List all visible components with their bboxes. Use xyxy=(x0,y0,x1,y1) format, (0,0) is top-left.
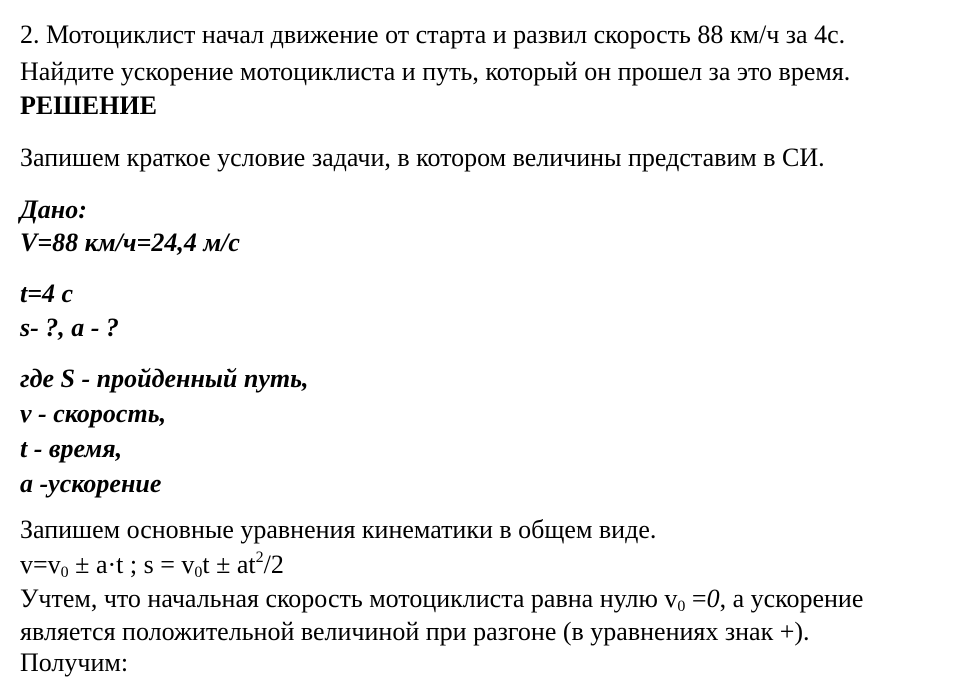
note-zero: 0 xyxy=(706,584,720,613)
result-label: Получим: xyxy=(20,648,129,677)
kinematics-equation xyxy=(20,550,284,580)
legend-s: где S - пройденный путь, xyxy=(20,364,309,393)
given-velocity: V=88 км/ч=24,4 м/с xyxy=(20,228,240,257)
intro-text: Запишем краткое условие задачи, в котором величины представим в СИ. xyxy=(20,143,825,172)
note-line-1 xyxy=(20,584,863,614)
legend-a: a -ускорение xyxy=(20,469,162,498)
equation-superscript: 2 xyxy=(255,549,264,566)
equation-part-2: ± a·t ; s = v xyxy=(68,550,195,579)
problem-line-2: Найдите ускорение мотоциклиста и путь, который он прошел за это время. xyxy=(20,57,851,86)
solution-heading: РЕШЕНИЕ xyxy=(20,91,157,120)
equation-part-1: v=v xyxy=(20,550,61,579)
equations-intro: Запишем основные уравнения кинематики в общем виде. xyxy=(20,515,657,544)
note-text-a: Учтем, что начальная скорость мотоциклиста равна нулю v xyxy=(20,584,678,613)
note-text-c: , а ускорение xyxy=(719,584,864,613)
equation-part-3: t ± at xyxy=(202,550,256,579)
note-text-b: = xyxy=(685,584,707,613)
equation-subscript-2: 0 xyxy=(194,564,203,581)
note-line-2: является положительной величиной при разгоне (в уравнениях знак +). xyxy=(20,617,810,646)
given-time: t=4 с xyxy=(20,279,74,308)
problem-line-1: 2. Мотоциклист начал движение от старта и развил скорость 88 км/ч за 4с. xyxy=(20,20,846,49)
equation-subscript-1: 0 xyxy=(60,564,69,581)
given-title: Дано: xyxy=(20,195,87,224)
given-unknowns: s- ?, a - ? xyxy=(20,313,119,342)
equation-part-4: /2 xyxy=(263,550,284,579)
note-subscript: 0 xyxy=(677,598,686,615)
legend-v: v - скорость, xyxy=(20,399,167,428)
legend-t: t - время, xyxy=(20,434,123,463)
